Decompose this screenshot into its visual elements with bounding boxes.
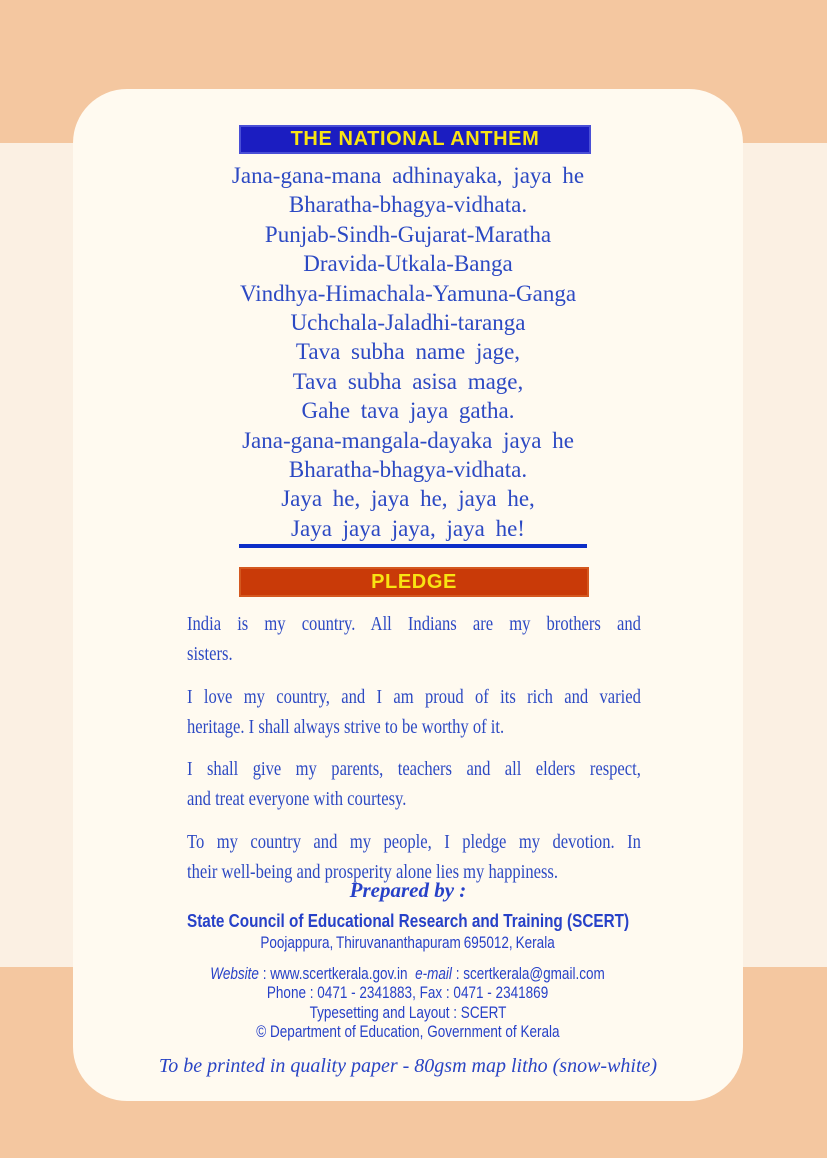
content-card [73, 89, 743, 1101]
publisher-footer [73, 877, 743, 1079]
pledge-line: India is my country. All Indians are my brothers and [187, 614, 641, 635]
pledge-banner [239, 567, 589, 597]
anthem-line: Tava subha asisa mage, [292, 368, 524, 394]
email-address: : scertkerala@gmail.com [452, 965, 606, 983]
anthem-text-block [73, 161, 743, 543]
pledge-line: their well-being and prosperity alone lies my happiness. [187, 862, 559, 884]
website-url: : www.scertkerala.gov.in [259, 965, 416, 983]
horizontal-divider-rule [239, 544, 587, 548]
pledge-line: heritage. I shall always strive to be worthy of it. [187, 716, 505, 738]
email-label: e-mail [415, 965, 453, 983]
organization-name-text: State Council of Educational Research and Training (SCERT) [186, 911, 630, 931]
website-email-text [211, 964, 605, 984]
organization-address-text: Poojappura, Thiruvananthapuram 695012, Kerala [260, 934, 556, 952]
pledge-line: sisters. [187, 644, 233, 666]
anthem-line: Dravida-Utkala-Banga [303, 251, 513, 277]
prepared-by-label: Prepared by : [349, 878, 467, 902]
anthem-line: Jana-gana-mana adhinayaka, jaya he [231, 163, 585, 188]
anthem-line: Jaya he, jaya he, jaya he, [281, 486, 535, 512]
anthem-line: Tava subha name jage, [295, 339, 521, 365]
typesetting-text: Typesetting and Layout : SCERT [309, 1003, 507, 1022]
phone-fax-line [73, 984, 743, 1004]
pledge-line: To my country and my people, I pledge my devotion. In [187, 831, 641, 853]
anthem-line: Bharatha-bhagya-vidhata. [288, 457, 528, 483]
anthem-line: Bharatha-bhagya-vidhata. [288, 192, 528, 218]
copyright-text: © Department of Education, Government of Kerala [256, 1023, 560, 1041]
pledge-line: I shall give my parents, teachers and all elders respect, [187, 759, 641, 781]
organization-address [73, 933, 743, 953]
pledge-paragraph [187, 755, 641, 816]
anthem-line: Vindhya-Himachala-Yamuna-Ganga [239, 280, 577, 306]
anthem-line: Punjab-Sindh-Gujarat-Maratha [264, 221, 552, 247]
pledge-paragraph [187, 610, 641, 671]
pledge-banner-label: PLEDGE [371, 570, 457, 593]
anthem-line: Jana-gana-mangala-dayaka jaya he [242, 427, 574, 453]
copyright-line [73, 1023, 743, 1043]
national-anthem-banner-label: THE NATIONAL ANTHEM [290, 128, 540, 150]
anthem-line: Jaya jaya jaya, jaya he! [291, 515, 525, 541]
pledge-line: I love my country, and I am proud of its rich and varied [187, 686, 641, 708]
typesetting-line [73, 1004, 743, 1024]
website-email-line [73, 964, 743, 984]
pledge-line: and treat everyone with courtesy. [187, 789, 407, 811]
national-anthem-banner [239, 125, 591, 154]
anthem-line: Uchchala-Jaladhi-taranga [290, 310, 526, 336]
organization-name [73, 911, 743, 932]
website-label: Website [210, 965, 260, 983]
pledge-text-block [187, 610, 641, 900]
print-quality-note: To be printed in quality paper - 80gsm map litho (snow-white) [158, 1054, 658, 1077]
anthem-line: Gahe tava jaya gatha. [301, 398, 515, 424]
pledge-paragraph [187, 683, 641, 744]
phone-fax-text: Phone : 0471 - 2341883, Fax : 0471 - 2341869 [267, 984, 549, 1002]
